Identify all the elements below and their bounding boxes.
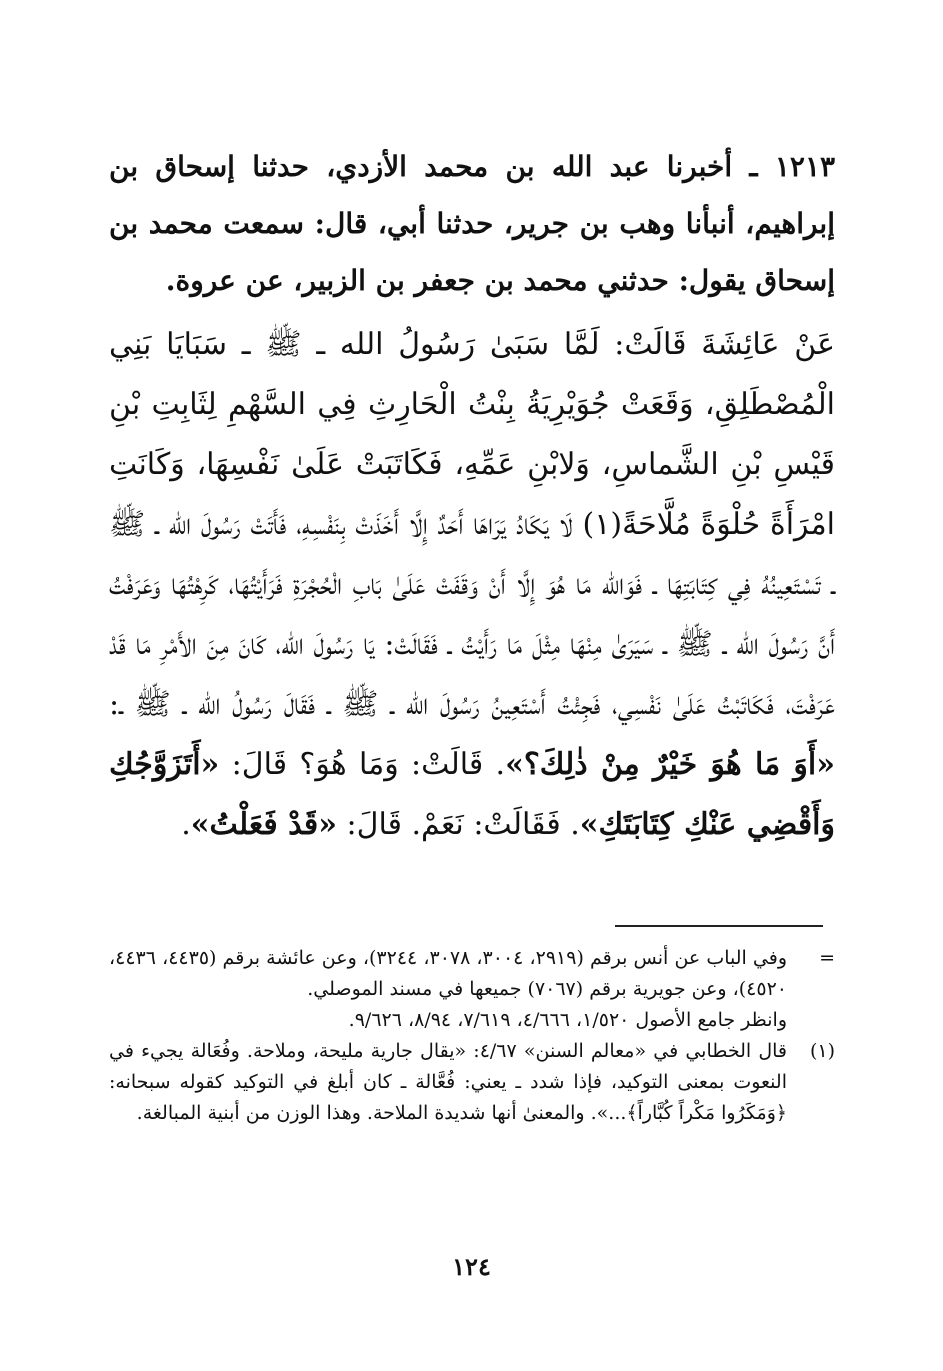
prophet-quote-2: «أَتَزَوَّجُكِ وَأَقْضِي عَنْكِ كِتَابَتَكِ» [109, 747, 835, 842]
footnote-reference: (١) [582, 507, 623, 542]
footnote-1-marker: (١) [809, 1040, 835, 1062]
footnote-separator [615, 925, 823, 927]
matn-middle: لَا يَكَادُ يَرَاهَا أَحَدٌ إِلَّا أَخَذَتْ بِنَفْسِهِ، فَأَتَتْ رَسُولَ الله ـ ﷺ ـ تَسْتَعِينُهُ فِي كِتَابَتِهَا ـ فَوَالله مَا هُوَ إِلَّا أَنْ وَقَفَتْ عَلَىٰ بَابِ الْحُجْرَةِ فَرَأَيْتُهَا، كَرِهْتُهَا وَعَرَفْتُ أَنَّ رَسُولَ الله ـ ﷺ ـ سَيَرَىٰ مِنْهَا مِثْلَ مَا رَأَيْتُ ـ فَقَالَتْ: يَا رَسُولَ الله، كَانَ مِنَ الأَمْرِ مَا قَدْ عَرَفْتَ، فَكَاتَبْتُ عَلَىٰ نَفْسِي، فَجِئْتُ أَسْتَعِينُ رَسُولَ الله ـ ﷺ ـ فَقَالَ رَسُولُ الله ـ ﷺ ـ: [109, 507, 835, 722]
hadith-number: ١٢١٣ [774, 150, 836, 183]
matn-opening: عَنْ عَائِشَةَ قَالَتْ: لَمَّا سَبَىٰ رَسُولُ الله ـ ﷺ ـ سَبَايَا بَنِي الْمُصْطَلِقِ، وَقَعَتْ جُوَيْرِيَةُ بِنْتُ الْحَارِثِ فِي السَّهْمِ لِثَابِتِ بْنِ قَيْسِ بْنِ الشَّماسِ، وَلابْنِ عَمِّهِ، فَكَاتَبَتْ عَلَىٰ نَفْسِهَا، وَكَانَتِ امْرَأَةً حُلْوَةً مُلَّاحَةً [109, 327, 836, 542]
hadith-matn-paragraph [109, 315, 835, 855]
footnote-1-text: قال الخطابي في «معالم السنن» ٤/٦٧: «يقال جارية مليحة، وملاحة. وفُعَالة يجيء في النعوت بمعنى التوكيد، فإذا شدد ـ يعني: فُعَّالة ـ كان أبلغ في التوكيد كقوله سبحانه: ﴿وَمَكَرُوا مَكْراً كُبَّاراً﴾...». والمعنىٰ أنها شديدة الملاحة. وهذا الوزن من أبنية المبالغة. [109, 1040, 787, 1124]
matn-after-quote-1: . قَالَتْ: وَمَا هُوَ؟ قَالَ: [219, 747, 506, 782]
continuation-text: وفي الباب عن أنس برقم (٢٩١٩، ٣٠٠٤، ٣٠٧٨، ٣٢٤٤)، وعن عائشة برقم (٤٤٣٥، ٤٤٣٦، ٤٥٢٠)، وعن جويرية برقم (٧٠٦٧) جميعها في مسند الموصلي. [109, 947, 788, 1000]
hadith-isnad-paragraph [109, 138, 835, 309]
page-number: ١٢٤ [452, 1252, 491, 1281]
footnote-1 [109, 1036, 835, 1129]
matn-end: . [181, 807, 191, 842]
footnote-references: وانظر جامع الأصول ١/٥٢٠، ٤/٦٦٦، ٧/٦١٩، ٨/٩٤، ٩/٦٢٦. [348, 1009, 787, 1031]
continuation-marker: = [819, 947, 835, 969]
prophet-quote-3: «قَدْ فَعَلْتُ» [190, 807, 337, 842]
footnote-continuation [109, 943, 835, 1005]
matn-after-quote-2: . فَقَالَتْ: نَعَمْ. قَالَ: [337, 807, 580, 842]
footnotes-section [109, 943, 835, 1129]
hadith-isnad: ـ أخبرنا عبد الله بن محمد الأزدي، حدثنا إسحاق بن إبراهيم، أنبأنا وهب بن جرير، حدثنا أبي، قال: سمعت محمد بن إسحاق يقول: حدثني محمد بن جعفر بن الزبير، عن عروة. [109, 150, 835, 297]
prophet-quote-1: «أَوَ مَا هُوَ خَيْرٌ مِنْ ذٰلِكَ؟» [505, 747, 835, 782]
main-text [109, 138, 835, 855]
